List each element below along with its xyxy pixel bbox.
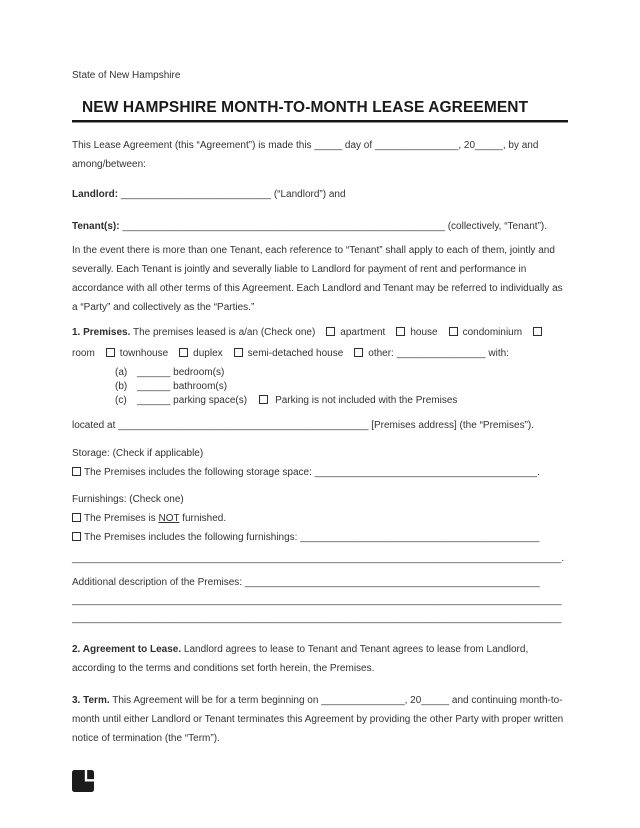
premises-lead-text: The premises leased is a/an (Check one) xyxy=(132,327,316,338)
item-marker: (a) xyxy=(115,367,128,378)
term-paragraph xyxy=(72,691,568,748)
page-title: NEW HAMPSHIRE MONTH-TO-MONTH LEASE AGREEMENT xyxy=(82,99,529,116)
list-item-bathrooms xyxy=(72,380,568,394)
agreement-to-lease-text: Landlord agrees to lease to Tenant and Tenant agrees to lease from Landlord, according to the terms and conditions set forth herein, the Premises. xyxy=(72,644,529,674)
checkbox-other[interactable] xyxy=(354,348,363,357)
additional-description-label: Additional description of the Premises: _____________________________________________________ xyxy=(72,577,540,588)
legal-templates-logo xyxy=(72,770,94,792)
premises-options-line-2 xyxy=(72,343,568,364)
storage-section xyxy=(72,444,568,482)
furnished-option-line xyxy=(72,528,568,547)
agreement-to-lease-label: 2. Agreement to Lease. xyxy=(72,644,182,655)
not-furnished-line xyxy=(72,509,568,528)
premises-options-line-1 xyxy=(72,322,568,343)
checkbox-condominium[interactable] xyxy=(449,327,458,336)
checkbox-no-parking[interactable] xyxy=(259,395,268,404)
blank-line: ________________________________________________________________________________________ xyxy=(72,613,562,624)
term-label: 3. Term. xyxy=(72,695,110,706)
landlord-line xyxy=(72,185,568,204)
logo-icon xyxy=(72,770,94,792)
checkbox-semi-detached-house[interactable] xyxy=(234,348,243,357)
blank-line: ________________________________________________________________________________________ xyxy=(72,595,562,606)
checkbox-house[interactable] xyxy=(396,327,405,336)
checkbox-storage-space[interactable] xyxy=(72,467,81,476)
additional-description-section xyxy=(72,574,568,628)
with-label: with: xyxy=(488,348,509,359)
furnishings-heading: Furnishings: (Check one) xyxy=(72,494,184,505)
premises-section-label: 1. Premises. xyxy=(72,327,131,338)
checkbox-not-furnished[interactable] xyxy=(72,513,81,522)
option-label-other: other: ________________ xyxy=(368,348,486,359)
storage-heading: Storage: (Check if applicable) xyxy=(72,448,204,459)
option-label-apartment: apartment xyxy=(340,327,386,338)
premises-section xyxy=(72,322,568,435)
checkbox-apartment[interactable] xyxy=(326,327,335,336)
intro-paragraph: This Lease Agreement (this “Agreement”) is made this _____ day of _______________, 20_____, by and among/between: xyxy=(72,140,539,170)
item-text-bedrooms: ______ bedroom(s) xyxy=(137,367,225,378)
not-furnished-emphasis: NOT xyxy=(158,513,180,524)
tenant-line xyxy=(72,217,568,236)
option-label-semi-detached-house: semi-detached house xyxy=(247,348,344,359)
option-label-duplex: duplex xyxy=(193,348,223,359)
item-text-bathrooms: ______ bathroom(s) xyxy=(137,381,228,392)
furnishings-section xyxy=(72,490,568,570)
checkbox-room[interactable] xyxy=(533,327,542,336)
title-divider xyxy=(72,120,568,123)
landlord-blank: ___________________________ (“Landlord”) and xyxy=(118,189,346,200)
furnished-option-text: The Premises includes the following furnishings: ___________________________________________ xyxy=(84,532,540,543)
tenant-label: Tenant(s): xyxy=(72,221,120,232)
item-marker: (b) xyxy=(115,381,128,392)
agreement-to-lease-paragraph xyxy=(72,640,568,678)
no-parking-label: Parking is not included with the Premises xyxy=(275,395,458,406)
furnished-continuation-line: ________________________________________________________________________________________. xyxy=(72,553,565,564)
tenant-blank: __________________________________________________________ (collectively, “Tenant”). xyxy=(119,221,548,232)
list-item-parking xyxy=(72,394,568,408)
located-at-line: located at _____________________________________________ [Premises address] (the “Premises”). xyxy=(72,420,535,431)
option-label-room: room xyxy=(72,348,95,359)
joint-liability-paragraph: In the event there is more than one Tenant, each reference to “Tenant” shall apply to each of them, jointly and severally. Each Tenant is jointly and severally liable to Landlord for payment of rent and performance in accordance with all other terms of this Agreement. Each Landlord and Tenant may be referred to individually as a “Party” and collectively as the “Parties.” xyxy=(72,245,563,313)
option-label-condominium: condominium xyxy=(462,327,523,338)
checkbox-duplex[interactable] xyxy=(179,348,188,357)
checkbox-furnishings[interactable] xyxy=(72,532,81,541)
state-label: State of New Hampshire xyxy=(72,70,181,81)
not-furnished-pre: The Premises is xyxy=(84,513,159,524)
landlord-label: Landlord: xyxy=(72,189,119,200)
storage-option-text: The Premises includes the following storage space: ________________________________________. xyxy=(84,467,540,478)
option-label-house: house xyxy=(410,327,438,338)
list-item-bedrooms xyxy=(72,366,568,380)
storage-option-line xyxy=(72,463,568,482)
item-text-parking: ______ parking space(s) xyxy=(137,395,248,406)
term-text: This Agreement will be for a term beginning on _______________, 20_____ and continuing month-to-month until either Landlord or Tenant terminates this Agreement by providing the other Party with proper written notice of termination (the “Term”). xyxy=(72,695,564,744)
option-label-townhouse: townhouse xyxy=(119,348,169,359)
checkbox-townhouse[interactable] xyxy=(106,348,115,357)
item-marker: (c) xyxy=(115,395,127,406)
premises-details-list xyxy=(72,366,568,408)
not-furnished-post: furnished. xyxy=(179,513,227,524)
